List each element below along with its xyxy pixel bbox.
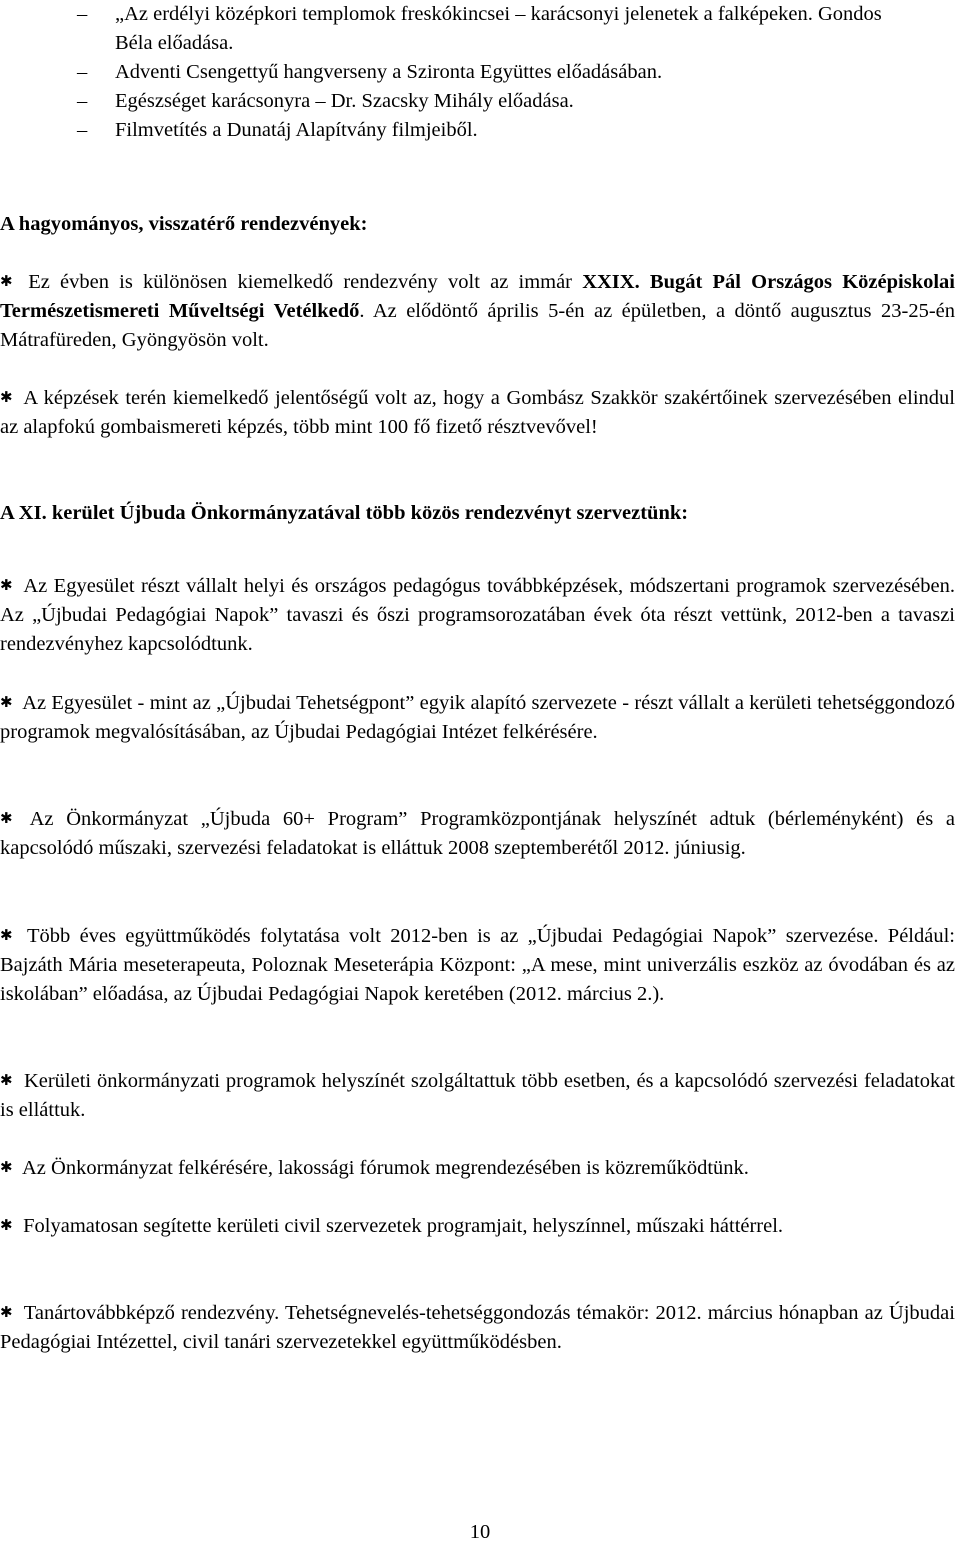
paragraph-text: Kerületi önkormányzati programok helyszínét szolgáltattuk több esetben, és a kapcsolódó szervezési feladatokat is elláttuk. <box>0 1070 955 1121</box>
list-item <box>0 87 960 116</box>
contest-name: XXIX. Bugát Pál Országos Középiskolai Természetismereti Műveltségi Vetélkedő <box>0 271 955 322</box>
paragraph-item <box>0 688 955 747</box>
asterisk-icon: ✱ <box>0 1158 13 1176</box>
list-item-text: „Az erdélyi középkori templomok freskókincsei – karácsonyi jelenetek a falképeken. Gondos Béla előadása. <box>115 3 882 54</box>
event-list <box>0 0 960 145</box>
asterisk-icon: ✱ <box>0 388 13 406</box>
paragraph-item <box>0 921 955 1009</box>
asterisk-icon: ✱ <box>0 1071 13 1089</box>
asterisk-icon: ✱ <box>0 1303 13 1321</box>
section-heading-ujbuda: A XI. kerület Újbuda Önkormányzatával több közös rendezvényt szerveztünk: <box>0 502 689 524</box>
list-item-text: Adventi Csengettyű hangverseny a Szironta Együttes előadásában. <box>115 61 663 83</box>
asterisk-icon: ✱ <box>0 809 13 827</box>
paragraph-text: . Az elődöntő április 5-én az épületben, a döntő augusztus 23-25-én Mátrafüreden, Gyöngyösön volt. <box>0 300 955 351</box>
paragraph-item <box>0 571 955 659</box>
paragraph-text: Több éves együttműködés folytatása volt 2012-ben is az „Újbudai Pedagógiai Napok” szervezése. Például: Bajzáth Mária meseterapeuta, Poloznak Meseterápia Központ: „A mese, mint univerzális eszköz az óvodában és az iskolában” előadása, az Újbudai Pedagógiai Napok keretében (2012. március 2.). <box>0 925 955 1005</box>
paragraph-text: Az Egyesület - mint az „Újbudai Tehetségpont” egyik alapító szervezete - részt vállalt a kerületi tehetséggondozó programok megvalósításában, az Újbudai Pedagógiai Intézet felkérésére. <box>0 692 955 743</box>
paragraph-text: A képzések terén kiemelkedő jelentőségű volt az, hogy a Gombász Szakkör szakértőinek szervezésében elindul az alapfokú gombaismereti képzés, több mint 100 fő fizető résztvevővel! <box>0 387 955 438</box>
paragraph-item <box>0 1211 955 1241</box>
section-heading-recurring: A hagyományos, visszatérő rendezvények: <box>0 213 368 235</box>
asterisk-icon: ✱ <box>0 926 13 944</box>
paragraph-item <box>0 1298 955 1357</box>
dash-marker: – <box>77 90 88 112</box>
list-item <box>0 116 960 145</box>
dash-marker: – <box>77 61 88 83</box>
asterisk-icon: ✱ <box>0 272 13 290</box>
paragraph-item <box>0 804 955 863</box>
paragraph-gombasz <box>0 383 955 442</box>
paragraph-item <box>0 1066 955 1125</box>
paragraph-text: Az Egyesület részt vállalt helyi és országos pedagógus továbbképzések, módszertani programok szervezésében. Az „Újbudai Pedagógiai Napok” tavaszi és őszi programsorozatában évek óta részt vettünk, 2012-ben a tavaszi rendezvényhez kapcsolódtunk. <box>0 575 955 655</box>
dash-marker: – <box>77 3 88 25</box>
paragraph-text: Ez évben is különösen kiemelkedő rendezvény volt az immár <box>28 271 583 293</box>
list-item <box>0 58 960 87</box>
list-item <box>0 0 960 58</box>
asterisk-icon: ✱ <box>0 1216 13 1234</box>
asterisk-icon: ✱ <box>0 693 13 711</box>
asterisk-icon: ✱ <box>0 576 13 594</box>
dash-marker: – <box>77 119 88 141</box>
paragraph-text: Az Önkormányzat „Újbuda 60+ Program” Programközpontjának helyszínét adtuk (bérleményként) és a kapcsolódó műszaki, szervezési feladatokat is elláttuk 2008 szeptemberétől 2012. júniusig. <box>0 808 955 859</box>
paragraph-text: Tanártovábbképző rendezvény. Tehetségnevelés-tehetséggondozás témakör: 2012. március hónapban az Újbudai Pedagógiai Intézettel, civil tanári szervezetekkel együttműködésben. <box>0 1302 955 1353</box>
list-item-text: Filmvetítés a Dunatáj Alapítvány filmjeiből. <box>115 119 478 141</box>
paragraph-bugat <box>0 267 955 355</box>
paragraph-item <box>0 1153 955 1183</box>
paragraph-text: Az Önkormányzat felkérésére, lakossági fórumok megrendezésében is közreműködtünk. <box>22 1157 749 1179</box>
paragraph-text: Folyamatosan segítette kerületi civil szervezetek programjait, helyszínnel, műszaki háttérrel. <box>23 1215 784 1237</box>
page-number: 10 <box>469 1521 491 1543</box>
list-item-text: Egészséget karácsonyra – Dr. Szacsky Mihály előadása. <box>115 90 574 112</box>
